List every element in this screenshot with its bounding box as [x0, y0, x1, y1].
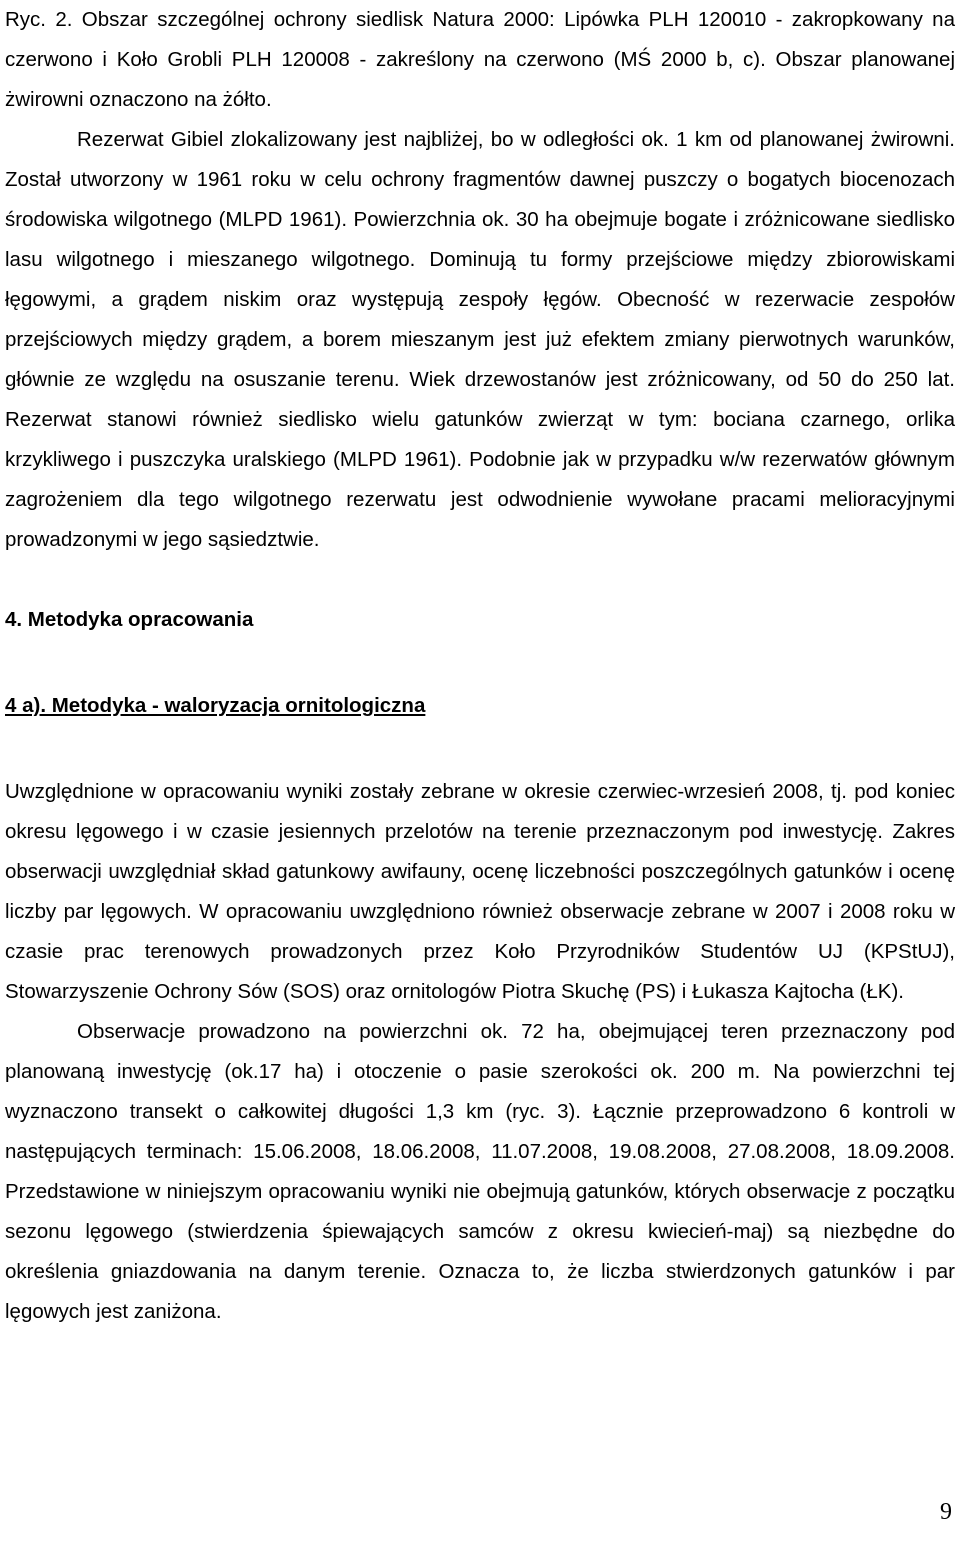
subsection-heading: [5, 686, 955, 726]
paragraph-gibiel: Rezerwat Gibiel zlokalizowany jest najbliżej, bo w odległości ok. 1 km od planowanej żwirowni. Został utworzony w 1961 roku w celu ochrony fragmentów dawnej puszczy o bogatych biocenozach środowiska wilgotnego (MLPD 1961). Powierzchnia ok. 30 ha obejmuje bogate i zróżnicowane siedlisko lasu wilgotnego i mieszanego wilgotnego. Dominują tu formy przejściowe między zbiorowiskami łęgowymi, a grądem niskim oraz występują zespoły łęgów. Obecność w rezerwacie zespołów przejściowych między grądem, a borem mieszanym jest już efektem zmiany pierwotnych warunków, głównie ze względu na osuszanie terenu. Wiek drzewostanów jest zróżnicowany, od 50 do 250 lat. Rezerwat stanowi również siedlisko wielu gatunków zwierząt w tym: bociana czarnego, orlika krzykliwego i puszczyka uralskiego (MLPD 1961). Podobnie jak w przypadku w/w rezerwatów głównym zagrożeniem dla tego wilgotnego rezerwatu jest odwodnienie wywołane pracami melioracyjnymi prowadzonymi w jego sąsiedztwie.: [5, 128, 955, 551]
figure-caption: Ryc. 2. Obszar szczególnej ochrony siedlisk Natura 2000: Lipówka PLH 120010 - zakropkowany na czerwono i Koło Grobli PLH 120008 - zakreślony na czerwono (MŚ 2000 b, c). Obszar planowanej żwirowni oznaczono na żółto.: [5, 8, 955, 111]
document-page: [5, 0, 955, 1332]
paragraph-obserwacje: Obserwacje prowadzono na powierzchni ok. 72 ha, obejmującej teren przeznaczony pod planowaną inwestycję (ok.17 ha) i otoczenie o pasie szerokości ok. 200 m. Na powierzchni tej wyznaczono transekt o całkowitej długości 1,3 km (ryc. 3). Łącznie przeprowadzono 6 kontroli w następujących terminach: 15.06.2008, 18.06.2008, 11.07.2008, 19.08.2008, 27.08.2008, 18.09.2008. Przedstawione w niniejszym opracowaniu wyniki nie obejmują gatunków, których obserwacje z początku sezonu lęgowego (stwierdzenia śpiewających samców z okresu kwiecień-maj) są niezbędne do określenia gniazdowania na danym terenie. Oznacza to, że liczba stwierdzonych gatunków i par lęgowych jest zaniżona.: [5, 1020, 955, 1323]
section-heading: 4. Metodyka opracowania: [5, 608, 254, 631]
page-number: 9: [940, 1499, 952, 1525]
paragraph-uwzglednione: Uwzględnione w opracowaniu wyniki zostały zebrane w okresie czerwiec-wrzesień 2008, tj. pod koniec okresu lęgowego i w czasie jesiennych przelotów na terenie przeznaczonym pod inwestycję. Zakres obserwacji uwzględniał skład gatunkowy awifauny, ocenę liczebności poszczególnych gatunków i ocenę liczby par lęgowych. W opracowaniu uwzględniono również obserwacje zebrane w 2007 i 2008 roku w czasie prac terenowych prowadzonych przez Koło Przyrodników Studentów UJ (KPStUJ), Stowarzyszenie Ochrony Sów (SOS) oraz ornitologów Piotra Skuchę (PS) i Łukasza Kajtocha (ŁK).: [5, 780, 955, 1003]
subsection-heading-text: 4 a). Metodyka - waloryzacja ornitologiczna: [5, 694, 426, 717]
